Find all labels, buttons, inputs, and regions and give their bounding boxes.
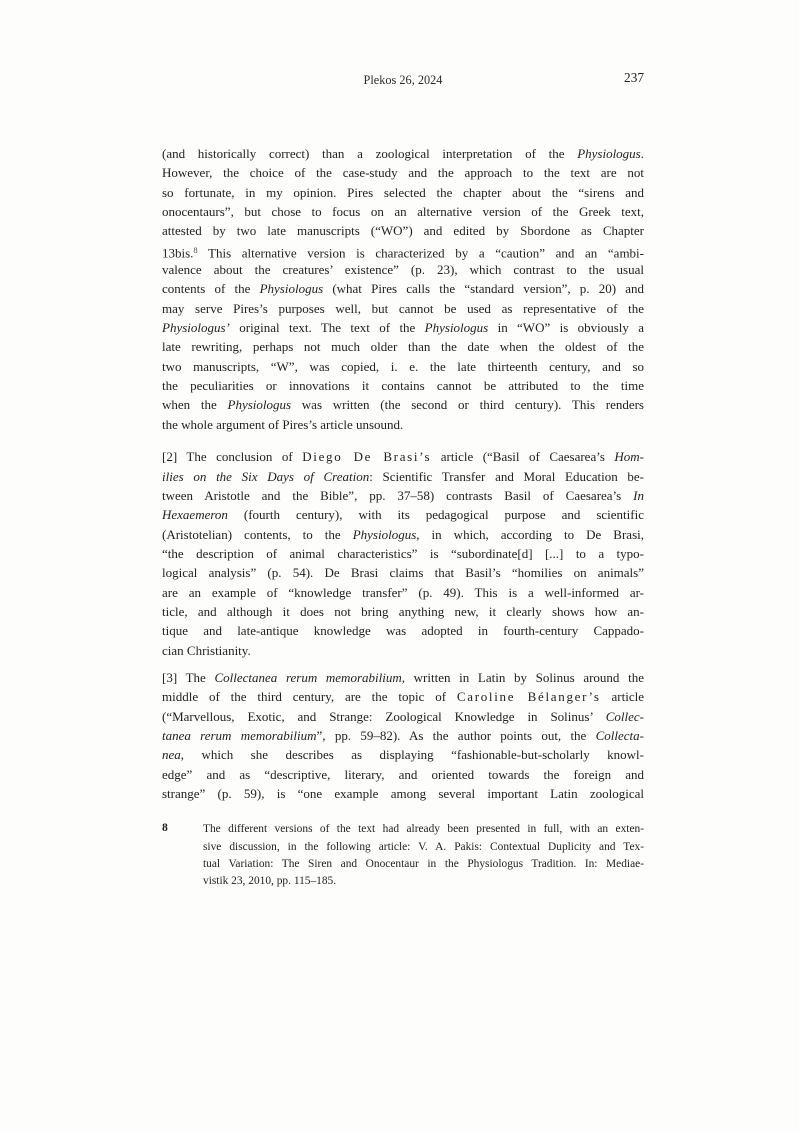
text-line: ticle, and although it does not bring anything new, it clearly shows how an-	[162, 603, 644, 619]
journal-title: Plekos 26, 2024	[363, 73, 443, 87]
text-line: attested by two late manuscripts (“WO”) and edited by Sbordone as Chapter	[162, 223, 644, 239]
text-line: are an example of “knowledge transfer” (p. 49). This is a well-informed ar-	[162, 584, 644, 600]
footnote-reference: 8	[193, 244, 198, 255]
body-paragraph-2	[162, 447, 644, 660]
footnote	[162, 821, 644, 890]
body-paragraph-1	[162, 144, 644, 434]
text-line: (Aristotelian) contents, to the Physiologus, in which, according to De Brasi,	[162, 526, 644, 542]
text-column	[162, 144, 644, 891]
text-line: may serve Pires’s purposes well, but cannot be used as representative of the	[162, 300, 644, 316]
footnote-text	[203, 821, 644, 890]
text-line: (“Marvellous, Exotic, and Strange: Zoological Knowledge in Solinus’ Collec-	[162, 708, 644, 724]
text-line: Physiologus’ original text. The text of the Physiologus in “WO” is obviously a	[162, 320, 644, 336]
text-line: (and historically correct) than a zoological interpretation of the Physiologus.	[162, 146, 644, 161]
text-line: “the description of animal characteristics” is “subordinate[d] [...] to a typo-	[162, 545, 644, 561]
text-line: [3] The Collectanea rerum memorabilium, written in Latin by Solinus around the	[162, 669, 644, 685]
text-line: logical analysis” (p. 54). De Brasi claims that Basil’s “homilies on animals”	[162, 565, 644, 581]
text-line: onocentaurs”, but chose to focus on an alternative version of the Greek text,	[162, 204, 644, 220]
text-line: [2] The conclusion of Diego De Brasi’s article (“Basil of Caesarea’s Hom-	[162, 449, 644, 465]
text-line: the peculiarities or innovations it contains cannot be attributed to the time	[162, 378, 644, 394]
text-line: valence about the creatures’ existence” (p. 23), which contrast to the usual	[162, 262, 644, 278]
text-line: edge” and as “descriptive, literary, and oriented towards the foreign and	[162, 766, 644, 782]
text-line: so fortunate, in my opinion. Pires selected the chapter about the “sirens and	[162, 184, 644, 200]
text-line: contents of the Physiologus (what Pires calls the “standard version”, p. 20) and	[162, 281, 644, 297]
page-number: 237	[624, 70, 644, 85]
text-line: sive discussion, in the following article: V. A. Pakis: Contextual Duplicity and Tex-	[203, 840, 644, 853]
text-line: 13bis.$^8$ This alternative version is characterized by a “caution” and an “ambi-	[162, 244, 644, 261]
body-paragraph-3	[162, 668, 644, 803]
text-line: ilies on the Six Days of Creation: Scientific Transfer and Moral Education be-	[162, 468, 644, 484]
text-line: tual Variation: The Siren and Onocentaur in the Physiologus Tradition. In: Mediae-	[203, 857, 644, 870]
text-line: nea, which she describes as displaying “fashionable-but-scholarly knowl-	[162, 747, 644, 763]
footnote-number: 8	[162, 821, 168, 835]
text-line: when the Physiologus was written (the second or third century). This renders	[162, 397, 644, 413]
text-line: two manuscripts, “W”, was copied, i. e. the late thirteenth century, and so	[162, 358, 644, 374]
text-line: vistik 23, 2010, pp. 115–185.	[203, 875, 337, 888]
text-line: However, the choice of the case-study and the approach to the text are not	[162, 165, 644, 181]
text-line: late rewriting, perhaps not much older than the date when the oldest of the	[162, 339, 644, 355]
text-line: Hexaemeron (fourth century), with its pedagogical purpose and scientific	[162, 507, 644, 523]
running-header	[162, 70, 644, 88]
text-line: the whole argument of Pires’s article unsound.	[162, 416, 404, 432]
text-line: middle of the third century, are the topic of Caroline Bélanger’s article	[162, 689, 644, 705]
text-line: strange” (p. 59), is “one example among several important Latin zoological	[162, 786, 644, 801]
text-line: tween Aristotle and the Bible”, pp. 37–58) contrasts Basil of Caesarea’s In	[162, 487, 644, 503]
text-line: cian Christianity.	[162, 642, 251, 658]
text-line: tanea rerum memorabilium”, pp. 59–82). As the author points out, the Collecta-	[162, 727, 644, 743]
text-line: The different versions of the text had already been presented in full, with an exten-	[203, 823, 644, 836]
text-line: tique and late-antique knowledge was adopted in fourth-century Cappado-	[162, 623, 644, 639]
